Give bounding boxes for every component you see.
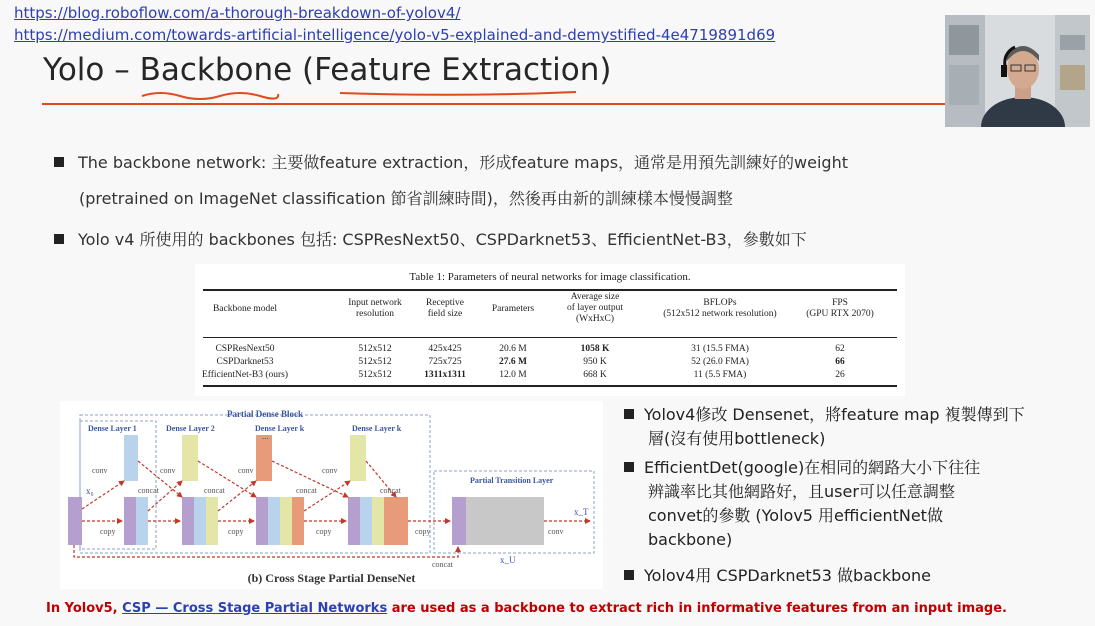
table-cell: 27.6 M <box>499 357 527 367</box>
table-header-cell: (WxHxC) <box>576 314 614 324</box>
table-caption: Table 1: Parameters of neural networks for image classification. <box>409 271 691 283</box>
bullet-backbone-network <box>54 145 848 181</box>
diagram-caption: (b) Cross Stage Partial DenseNet <box>247 571 416 585</box>
bullet-square-icon <box>54 234 64 244</box>
table-cell: 512x512 <box>358 370 392 380</box>
table-cell: 950 K <box>583 357 607 367</box>
bullet-yolov4-backbones <box>54 222 807 258</box>
table-header-cell: resolution <box>356 309 394 319</box>
bullet-square-icon <box>54 157 64 167</box>
bullet-text-cont: backbone) <box>648 530 733 549</box>
bullet-text-cont: 辨識率比其他網路好，且user可以任意調整 <box>648 482 955 501</box>
table-cell: 1311x1311 <box>424 370 466 380</box>
transition-input-block <box>452 497 466 545</box>
footer-suffix: are used as a backbone to extract rich in informative features from an input image. <box>387 601 1007 616</box>
table-cell: 12.0 M <box>499 370 527 380</box>
bullet-densenet-mod <box>624 403 1025 451</box>
table-cell: 425x425 <box>428 344 462 354</box>
csp-link[interactable]: CSP — Cross Stage Partial Networks <box>122 601 388 616</box>
table-cell: 26 <box>835 370 845 380</box>
input-block <box>68 497 82 545</box>
svg-text:concat: concat <box>138 486 159 495</box>
svg-text:concat: concat <box>380 486 401 495</box>
table-header-cell: (GPU RTX 2070) <box>806 309 874 319</box>
table-cell: 668 K <box>583 370 607 380</box>
bullet-text-cont: convet的參數 (Yolov5 用efficientNet做 <box>648 506 943 525</box>
table-cell: 512x512 <box>358 344 392 354</box>
svg-text:conv: conv <box>322 466 338 475</box>
partial-dense-block-label: Partial Dense Block <box>227 409 303 419</box>
layer2-top-block <box>182 435 198 481</box>
table-cell: 725x725 <box>428 357 462 367</box>
svg-text:copy: copy <box>316 527 332 536</box>
table-header-cell: Input network <box>348 298 402 308</box>
table-cell: 11 (5.5 FMA) <box>693 370 747 380</box>
table-cell: 512x512 <box>358 357 392 367</box>
footer-prefix: In Yolov5, <box>46 601 123 616</box>
roboflow-link[interactable]: https://blog.roboflow.com/a-thorough-breakdown-of-yolov4/ <box>14 4 461 22</box>
bullet-efficientdet <box>624 456 980 552</box>
medium-link[interactable]: https://medium.com/towards-artificial-intelligence/yolo-v5-explained-and-demystified-4e4719891d69 <box>14 26 776 44</box>
table-header-cell: Receptive <box>426 298 464 308</box>
table-header-cell: Average size <box>570 292 620 302</box>
stack-3 <box>256 497 304 545</box>
stack-1 <box>124 497 148 545</box>
bullet-text: Yolo v4 所使用的 backbones 包括: CSPResNext50、CSPDarknet53、EfficientNet-B3，參數如下 <box>78 230 807 249</box>
footer-note <box>46 601 1007 616</box>
bullet-text: EfficientDet(google)在相同的網路大小下往往 <box>644 458 981 477</box>
bullet-backbone-network-cont: (pretrained on ImageNet classification 節省訓練時間)，然後再由新的訓練樣本慢慢調整 <box>79 189 733 208</box>
bullet-text: Yolov4修改 Densenet，將feature map 複製傳到下 <box>644 405 1025 424</box>
table-cell: 66 <box>835 357 845 367</box>
table-header-cell: FPS <box>832 298 848 308</box>
table-rule-top <box>203 289 897 291</box>
stack-2 <box>182 497 218 545</box>
svg-text:copy: copy <box>415 527 431 536</box>
svg-text:copy: copy <box>100 527 116 536</box>
dense-layer-4-label: Dense Layer k <box>352 424 402 433</box>
table-header-cell: of layer output <box>567 303 623 313</box>
parameters-table <box>195 264 905 396</box>
table-cell: EfficientNet-B3 (ours) <box>201 370 289 380</box>
svg-text:copy: copy <box>228 527 244 536</box>
dense-layer-3-label: Dense Layer k <box>255 424 305 433</box>
table-cell: CSPDarknet53 <box>216 357 274 367</box>
table-cell: 52 (26.0 FMA) <box>691 357 749 367</box>
table-cell: 20.6 M <box>499 344 527 354</box>
svg-text:conv: conv <box>238 466 254 475</box>
bullet-text: Yolov4用 CSPDarknet53 做backbone <box>644 566 932 585</box>
dense-layer-2-label: Dense Layer 2 <box>166 424 215 433</box>
table-cell: 1058 K <box>580 344 610 354</box>
bullet-text-cont: 層(沒有使用bottleneck) <box>648 429 826 448</box>
svg-text:concat: concat <box>432 560 453 569</box>
table-header-cell: field size <box>427 309 463 319</box>
table-header-cell: Backbone model <box>212 304 278 314</box>
table-rule-bottom <box>203 385 897 387</box>
transition-label: Partial Transition Layer <box>470 476 554 485</box>
xu-label: x_U <box>500 555 516 565</box>
bullet-square-icon <box>624 409 634 419</box>
dots-label: ... <box>262 431 269 441</box>
table-cell: 62 <box>835 344 845 354</box>
table-cell: CSPResNext50 <box>215 344 275 354</box>
diagram-svg <box>60 401 603 571</box>
stack-4 <box>348 497 408 545</box>
slide-title: Yolo – Backbone (Feature Extraction) <box>43 52 612 88</box>
backbone-squiggle <box>140 88 280 102</box>
title-underline <box>42 103 950 105</box>
table-rule-mid <box>203 337 897 338</box>
svg-text:conv: conv <box>160 466 176 475</box>
feature-extraction-underline <box>338 88 578 98</box>
svg-text:conv: conv <box>92 466 108 475</box>
svg-text:concat: concat <box>296 486 317 495</box>
table-header-cell: Parameters <box>491 304 535 314</box>
csp-densenet-diagram <box>60 401 603 589</box>
bullet-text: The backbone network: 主要做feature extraction，形成feature maps，通常是用預先訓練好的weight <box>78 153 849 172</box>
bullet-cspdarknet <box>624 564 931 588</box>
dense-layer-1-label: Dense Layer 1 <box>88 424 137 433</box>
xt-label: x_T <box>574 507 589 517</box>
transition-block <box>466 497 544 545</box>
layer3-top-block <box>256 435 272 481</box>
svg-text:concat: concat <box>204 486 225 495</box>
layer4-top-block <box>350 435 366 481</box>
webcam-feed <box>945 15 1090 127</box>
x0-label: x₀ <box>86 486 94 496</box>
layer1-top-block <box>124 435 138 481</box>
bullet-square-icon <box>624 570 634 580</box>
table-cell: 31 (15.5 FMA) <box>691 344 749 354</box>
bullet-square-icon <box>624 462 634 472</box>
presenter-image <box>945 15 1090 127</box>
table-header-cell: BFLOPs <box>703 298 737 308</box>
svg-text:conv: conv <box>548 527 564 536</box>
table-header-cell: (512x512 network resolution) <box>663 309 777 319</box>
